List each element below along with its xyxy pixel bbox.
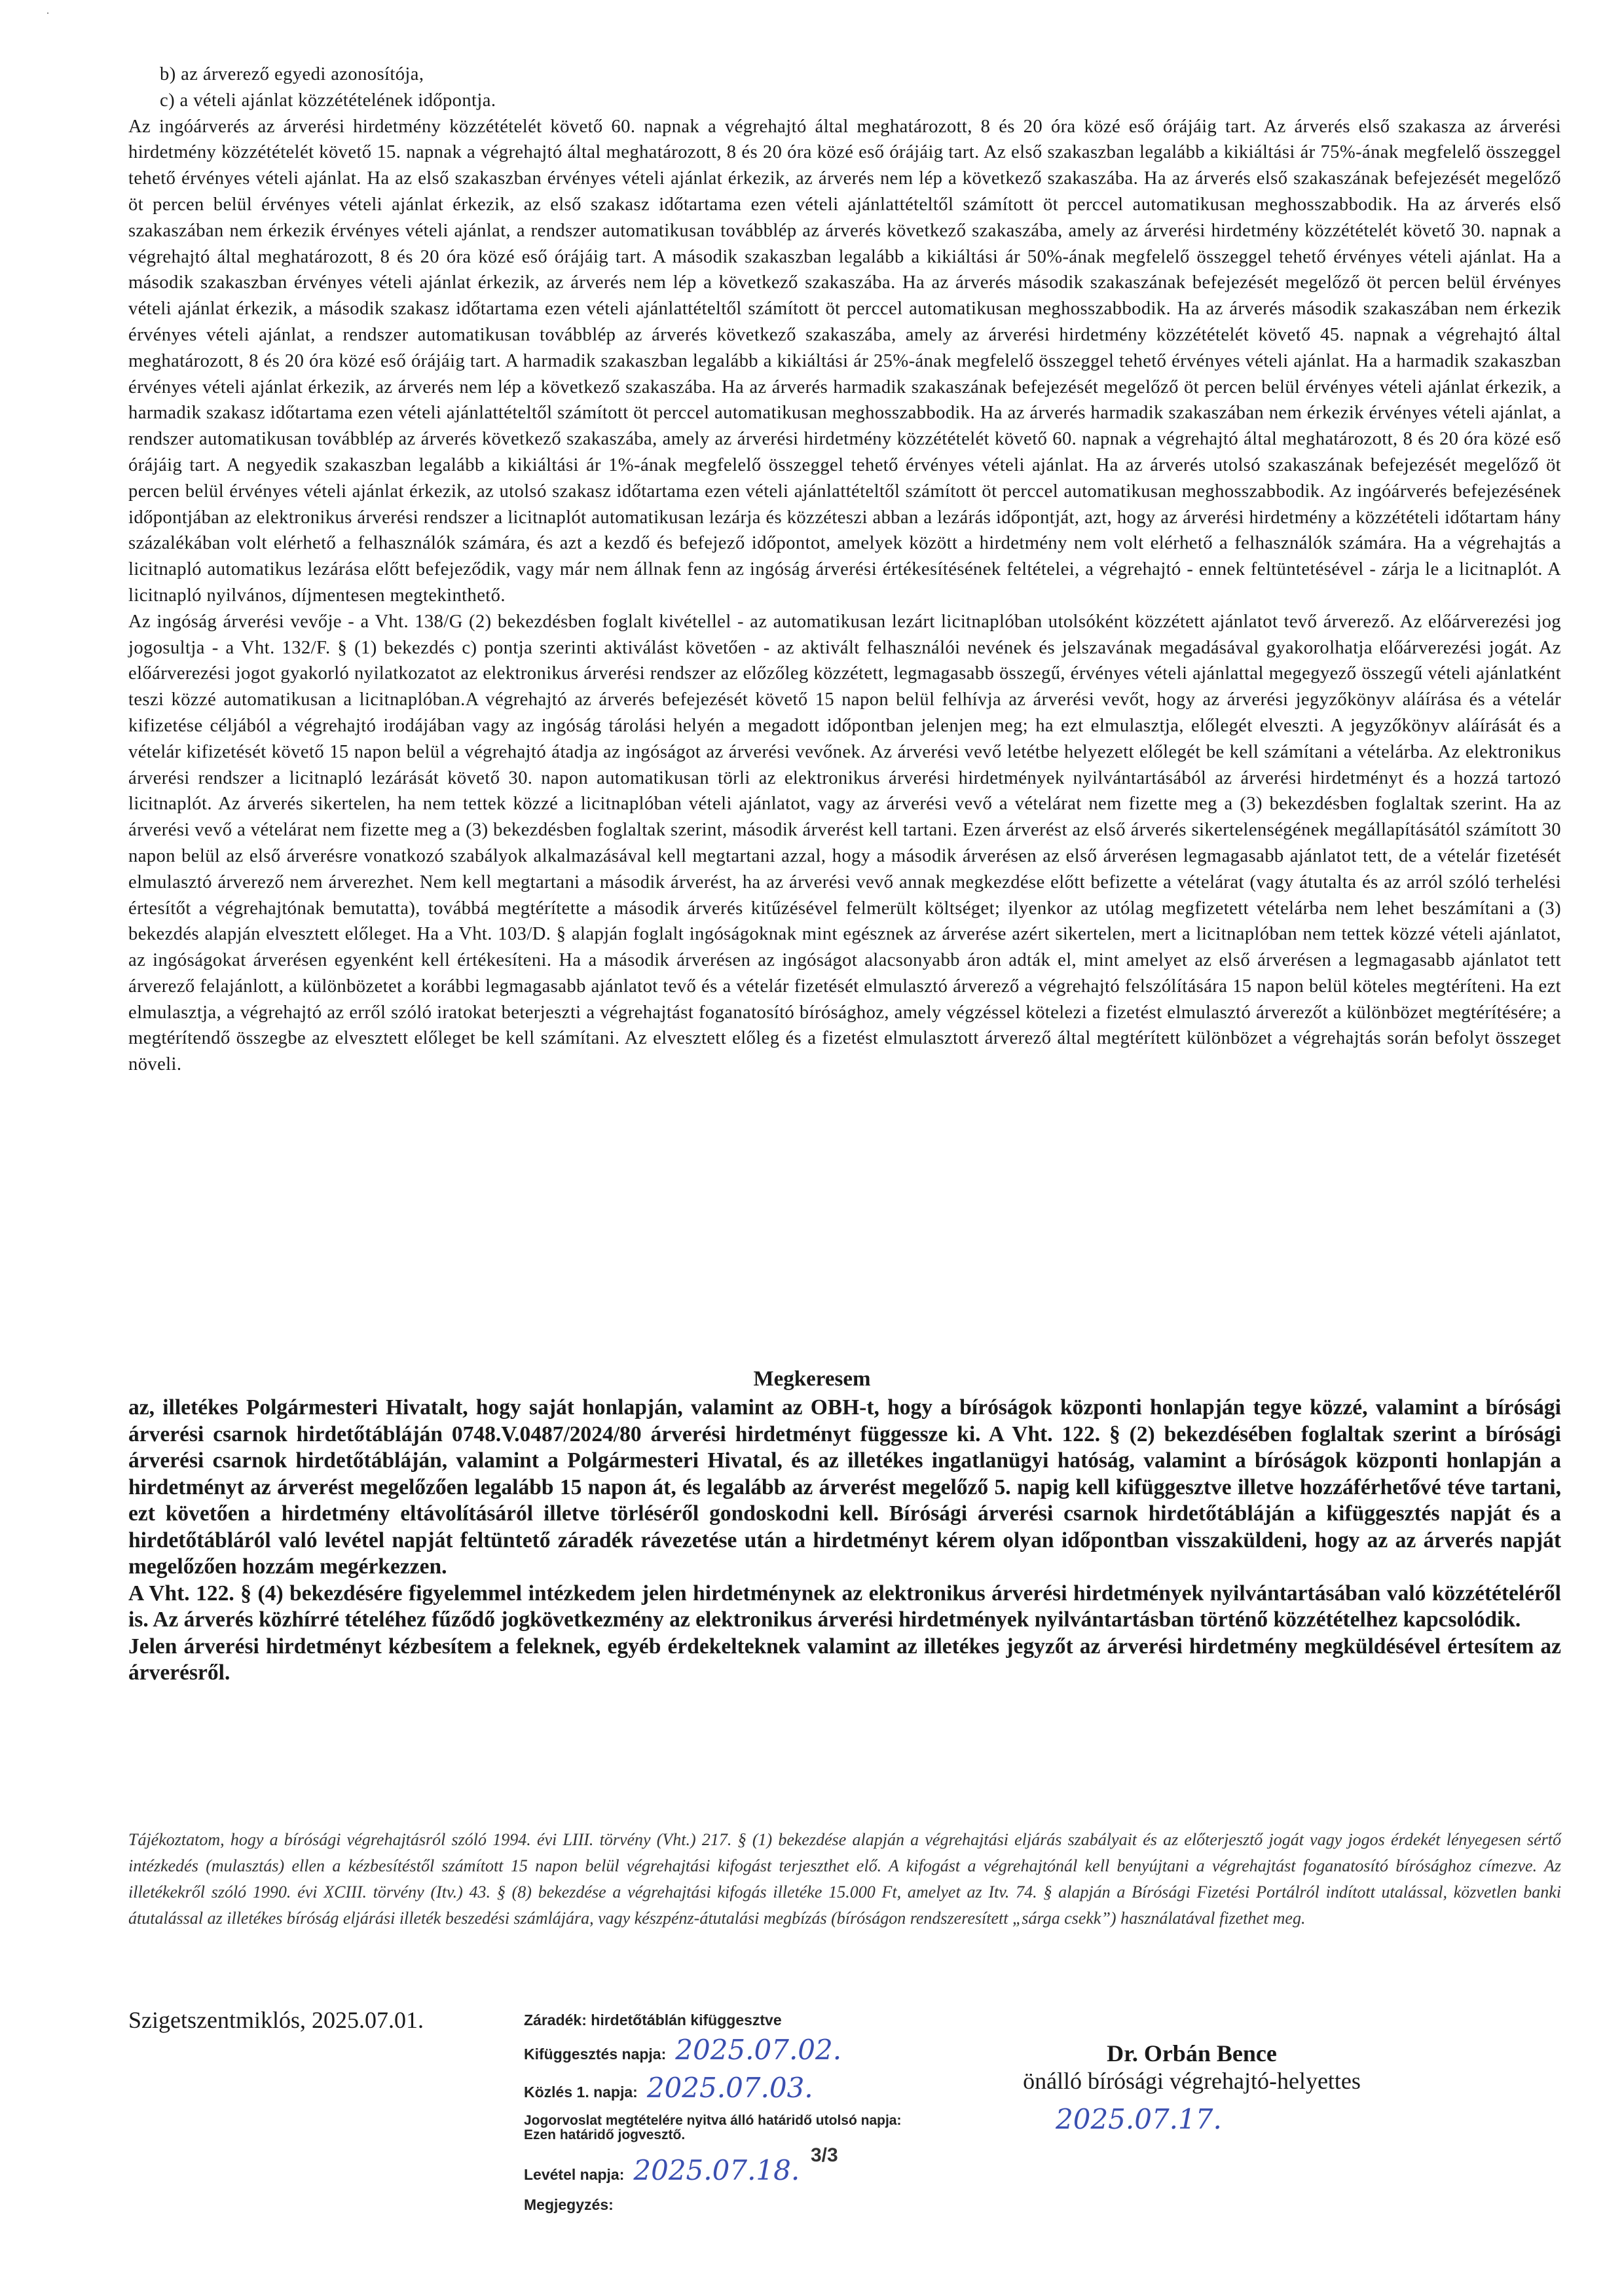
request-paragraph-3: Jelen árverési hirdetményt kézbesítem a feleknek, egyéb érdekelteknek valamint az illetékes jegyzőt az árverési hirdetmény megküldésével értesítem az árverésről.: [128, 1634, 1561, 1685]
stamp-removed-label: Levétel napja:: [524, 2166, 625, 2183]
request-paragraph-2: A Vht. 122. § (4) bekezdésére figyelemmel intézkedem jelen hirdetménynek az elektronikus árverési hirdetmények nyilvántartásában való közzétételéről is. Az árverés közhírré tételéhez fűződő jogkövetkezmény az elektronikus árverési hirdetmények nyilvántartásban történő közzétételhez kapcsolódik.: [128, 1581, 1561, 1632]
signer-title: önálló bírósági végrehajtó-helyettes: [1023, 2068, 1361, 2094]
request-paragraph-1: az, illetékes Polgármesteri Hivatalt, hogy saját honlapján, valamint az OBH-t, hogy a bíróságok központi honlapján tegye közzé, valamint a bírósági árverési csarnok hirdetőtábláján 0748.V.0487/2024/80 árverési hirdetményt függessze ki. A Vht. 122. § (2) bekezdésében foglaltak szerint a bírósági árverési csarnok hirdetőtábláján, valamint a Polgármesteri Hivatal, és az illetékes ingatlanügyi hatóság, valamint a bíróságok központi honlapján a hirdetményt az árverést megelőzően legalább 15 napon át, és legalább az árverést megelőző 5. napig kell kifüggesztve illetve hozzáférhetővé téve tartani, ezt követően a hirdetmény eltávolításáról illetve törléséről gondoskodni kell. Bírósági árverési csarnok hirdetőtábláján a kifüggesztés napját és a hirdetőtábláról való levétel napját feltüntető záradék rávezetése után a hirdetményt kérem olyan időpontban visszaküldeni, hogy az az árverés napját megelőzően hozzám megérkezzen.: [128, 1395, 1561, 1579]
auction-buyer-paragraph: Az ingóság árverési vevője - a Vht. 138/G (2) bekezdésben foglalt kivétellel - az automatikusan lezárt licitnaplóban utolsóként közzétett ajánlatot tevő árverező. Az előárverezési jog jogosultja - a Vht. 132/F. § (1) bekezdés c) pontja szerinti aktiválást követően - az aktivált felhasználói nevének és jelszavának megadásával gyakorolhatja előárverezési jogát. Az előárverezési jogot gyakorló nyilatkozatot az elektronikus árverési rendszer az előzőleg közzétett, legmagasabb összegű, érvényes vételi ajánlattal megegyező összegű vételi ajánlatként teszi közzé automatikusan a licitnaplóban.A végrehajtó az árverés befejezését követő 15 napon belül felhívja az árverési vevőt, hogy az árverési jegyzőkönyv aláírása és a vételár kifizetése céljából a végrehajtó irodájában vagy az ingóság tárolási helyén a megadott időpontban jelenjen meg; ha ezt elmulasztja, előlegét elveszti. A jegyzőkönyv aláírását és a vételár kifizetését követő 15 napon belül a végrehajtó átadja az ingóságot az árverési vevőnek. Az árverési vevő letétbe helyezett előlegét be kell számítani a vételárba. Az elektronikus árverési rendszer a licitnapló lezárását követő 30. napon automatikusan törli az elektronikus árverési hirdetmények nyilvántartásából az árverési hirdetményt és a hozzá tartozó licitnaplót. Az árverés sikertelen, ha nem tettek közzé a licitnaplóban vételi ajánlatot, vagy az árverési vevő a vételárat nem fizette meg a (3) bekezdésben foglaltak szerint. Ha az árverési vevő a vételárat nem fizette meg a (3) bekezdésben foglaltak szerint, második árverést kell tartani. Ezen árverést az első árverés sikertelenségének megállapításától számított 30 napon belül az első árverésre vonatkozó szabályok alkalmazásával kell megtartani azzal, hogy a második árverésen az első árverésen legmagasabb ajánlatot tett, de a vételár fizetését elmulasztó árverező nem árverezhet. Nem kell megtartani a második árverést, ha az árverési vevő annak megkezdése előtt befizette a vételárat (vagy átutalta és az arról szóló terhelési értesítőt a végrehajtónak bemutatta), továbbá megtérítette a második árverés kitűzésével felmerült költséget; ilyenkor az utólag megfizetett vételárba nem lehet beszámítani a (3) bekezdés alapján elvesztett előleget. Ha a Vht. 103/D. § alapján foglalt ingóságoknak mint egésznek az árverése azért sikertelen, mert a licitnaplóban nem tettek közzé vételi ajánlatot, az ingóságokat árverésen egyenként kell értékesíteni. Ha a második árverésen az ingóságot alacsonyabb áron adták el, mint amelyet az első árverésen a legmagasabb ajánlatot tett árverező felajánlott, a különbözetet a korábbi legmagasabb ajánlatot tevő és a vételár fizetését elmulasztó árverező a végrehajtó felszólítására 15 napon belül köteles megtéríteni. Ha ezt elmulasztja, a végrehajtó az erről szóló iratokat beterjeszti a végrehajtást foganatosító bírósághoz, amely végzéssel kötelezi a fizetést elmulasztó árverezőt a különbözet megtérítésére; a megtérítendő összegbe az elvesztett előleget be kell számítani. Az elvesztett előleg és a fizetést elmulasztott árverező által megtérített különbözet a végrehajtás során befolyt összeget növeli.: [128, 611, 1561, 1075]
legal-remedy-notice: Tájékoztatom, hogy a bírósági végrehajtásról szóló 1994. évi LIII. törvény (Vht.) 217. § (1) bekezdése alapján a végrehajtási eljárás szabályait és az előterjesztő jogát vagy jogos érdekét lényegesen sértő intézkedés (mulasztás) ellen a kézbesítéstől számított 15 napon belül végrehajtási kifogást terjeszthet elő. A kifogást a végrehajtónál kell benyújtani a végrehajtást foganatosító bírósághoz címezve. Az illetékekről szóló 1990. évi XCIII. törvény (Itv.) 43. § (8) bekezdése a végrehajtási kifogás illetéke 15.000 Ft, amelyet az Itv. 74. § alapján a Bírósági Fizetési Portálról indított utalással, közvetlen banki átutalással az illetékes bíróság eljárási illeték beszedési számlájára, vagy készpénz-átutalási megbízás (bíróságon rendszeresített „sárga csekk”) használatával fizethet meg.: [128, 1830, 1561, 1928]
stamp-removed-row: [524, 2154, 800, 2186]
request-title: Megkeresem: [753, 1367, 871, 1391]
stamp-remedy-note: Ezen határidő jogvesztő.: [524, 2127, 686, 2142]
auction-stages-paragraph: Az ingóárverés az árverési hirdetmény közzétételét követő 60. napnak a végrehajtó által meghatározott, 8 és 20 óra közé eső órájáig tart. Az árverés első szakasza az árverési hirdetmény közzétételét követő 15. napnak a végrehajtó által meghatározott, 8 és 20 óra közé eső órájáig tart. Az első szakaszban legalább a kikiáltási ár 75%-ának megfelelő összeggel tehető érvényes vételi ajánlat. Ha az első szakaszban érvényes vételi ajánlat érkezik, az árverés nem lép a következő szakaszába. Ha az árverés első szakaszának befejezését megelőző öt percen belül érvényes vételi ajánlat érkezik, az első szakasz időtartama ezen vételi ajánlattételtől számított öt perccel automatikusan meghosszabbodik. Ha az árverés első szakaszában nem érkezik érvényes vételi ajánlat, a rendszer automatikusan továbblép az árverés következő szakaszába, amely az árverési hirdetmény közzétételét követő 30. napnak a végrehajtó által meghatározott, 8 és 20 óra közé eső órájáig tart. A második szakaszban legalább a kikiáltási ár 50%-ának megfelelő összeggel tehető érvényes vételi ajánlat. Ha a második szakaszban érvényes vételi ajánlat érkezik, az árverés nem lép a következő szakaszába. Ha az árverés második szakaszának befejezését megelőző öt percen belül érvényes vételi ajánlat érkezik, a második szakasz időtartama ezen vételi ajánlattételtől számított öt perccel automatikusan meghosszabbodik. Ha az árverés második szakaszában nem érkezik érvényes vételi ajánlat, a rendszer automatikusan továbblép az árverés következő szakaszába, amely az árverési hirdetmény közzétételét követő 45. napnak a végrehajtó által meghatározott, 8 és 20 óra közé eső órájáig tart. A harmadik szakaszban legalább a kikiáltási ár 25%-ának megfelelő összeggel tehető érvényes vételi ajánlat. Ha a harmadik szakaszban érvényes vételi ajánlat érkezik, az árverés nem lép a következő szakaszába. Ha az árverés harmadik szakaszának befejezését megelőző öt percen belül érvényes vételi ajánlat érkezik, a harmadik szakasz időtartama ezen vételi ajánlattételtől számított öt perccel automatikusan meghosszabbodik. Ha az árverés harmadik szakaszában nem érkezik érvényes vételi ajánlat, a rendszer automatikusan továbblép az árverés következő szakaszába, amely az árverési hirdetmény közzétételét követő 60. napnak a végrehajtó által meghatározott, 8 és 20 óra közé eső órájáig tart. A negyedik szakaszban legalább a kikiáltási ár 1%-ának megfelelő összeggel tehető érvényes vételi ajánlat. Ha az árverés utolsó szakaszának befejezését megelőző öt percen belül érvényes vételi ajánlat érkezik, az utolsó szakasz időtartama ezen vételi ajánlattételtől számított öt perccel automatikusan meghosszabbodik. Az ingóárverés befejezésének időpontjában az elektronikus árverési rendszer a licitnaplót automatikusan lezárja és közzéteszi abban a lezárás időpontját, azt, hogy az árverési hirdetmény a közzétételi időtartam hány százalékában volt elérhető a felhasználók számára, és azt a kezdő és befejező időpontot, amelyek között a hirdetmény nem volt elérhető a felhasználók számára. Ha a végrehajtás a licitnapló automatikus lezárása előtt befejeződik, vagy már nem állnak fenn az ingóság árverési értékesítésének feltételei, a végrehajtó - ennek feltüntetésével - zárja le a licitnaplót. A licitnapló nyilvános, díjmentesen megtekinthető.: [128, 116, 1561, 606]
request-body: [128, 1395, 1561, 1687]
stamp-title: Záradék: hirdetőtáblán kifüggesztve: [524, 2011, 782, 2029]
list-item-c: c) a vételi ajánlat közzétételének időpontja.: [160, 90, 496, 111]
auction-rules-text: [128, 62, 1561, 1078]
signature-block: [956, 2040, 1428, 2095]
signer-name: Dr. Orbán Bence: [1107, 2040, 1277, 2066]
stamp-first-notice-row: [524, 2072, 813, 2104]
stamp-remedy-label: Jogorvoslat megtételére nyitva álló határidő utolsó napja:: [524, 2113, 902, 2128]
stamp-note-label: Megjegyzés:: [524, 2196, 614, 2213]
scan-mark: ˙: [46, 10, 50, 23]
place-and-date: Szigetszentmiklós, 2025.07.01.: [128, 2007, 424, 2033]
stamp-removed-value: 2025.07.18.: [633, 2154, 800, 2186]
stamp-remedy-row: [524, 2114, 901, 2142]
stamp-remedy-value: 2025.07.17.: [1056, 2103, 1222, 2135]
list-item-b: b) az árverező egyedi azonosítója,: [160, 64, 424, 84]
stamp-posted-row: [524, 2034, 841, 2066]
stamp-posted-label: Kifüggesztés napja:: [524, 2046, 667, 2063]
stamp-first-notice-value: 2025.07.03.: [646, 2072, 813, 2104]
stamp-first-notice-label: Közlés 1. napja:: [524, 2084, 638, 2101]
page-number: 3/3: [811, 2144, 838, 2166]
stamp-posted-value: 2025.07.02.: [675, 2034, 842, 2066]
